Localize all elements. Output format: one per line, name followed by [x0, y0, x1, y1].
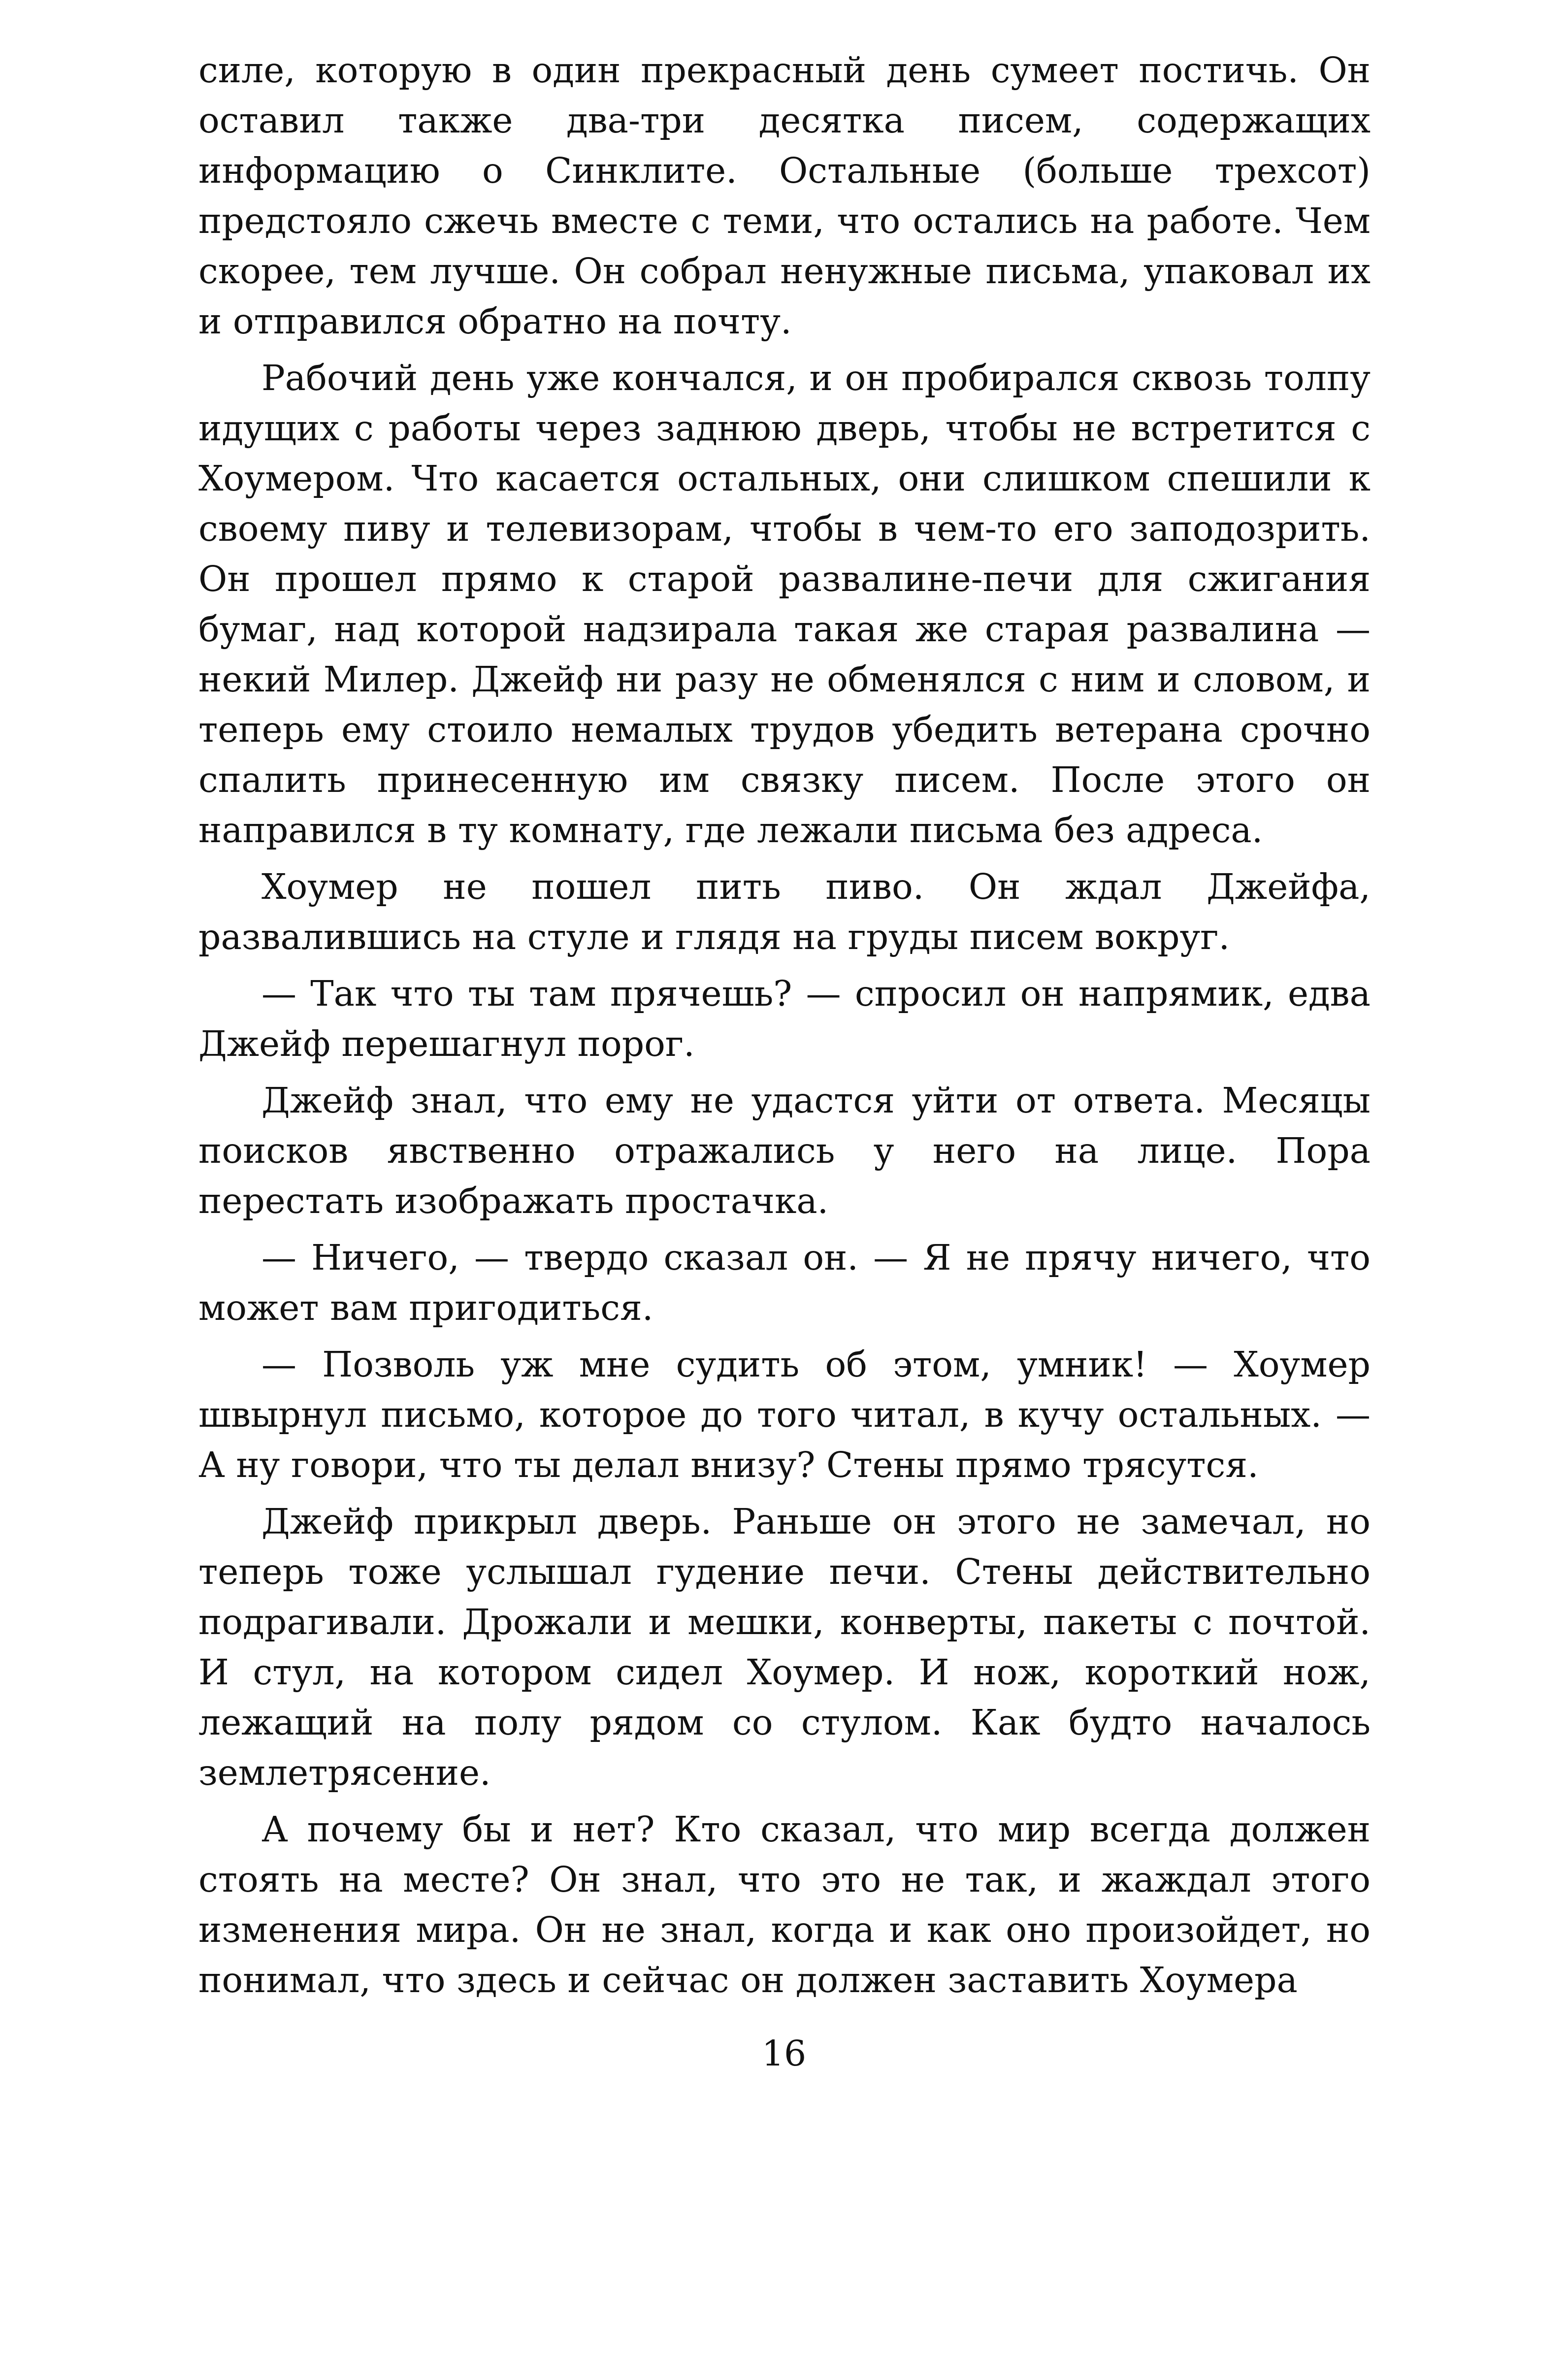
paragraph-9: А почему бы и нет? Кто сказал, что мир всегда должен стоять на месте? Он знал, что это не так, и жаждал этого изменения мира. Он не знал, когда и как оно произойдет, но понимал, что здесь и сейчас он должен заставить Хоумера: [198, 1809, 1371, 2000]
page-number: 16: [761, 2033, 807, 2074]
page-text: [198, 45, 1371, 2005]
paragraph-2: Рабочий день уже кончался, и он пробирался сквозь толпу идущих с работы через заднюю дверь, чтобы не встретится с Хоумером. Что касается остальных, они слишком спешили к своему пиву и телевизорам, чтобы в чем-то его заподозрить. Он прошел прямо к старой развалине-печи для сжигания бумаг, над которой надзирала такая же старая развалина — некий Милер. Джейф ни разу не обменялся с ним и словом, и теперь ему стоило немалых трудов убедить ветерана срочно спалить принесенную им связку писем. После этого он направился в ту комнату, где лежали письма без адреса.: [198, 358, 1371, 851]
paragraph-1: силе, которую в один прекрасный день сумеет постичь. Он оставил также два-три десятка писем, содержащих информацию о Синклите. Остальные (больше трехсот) предстояло сжечь вместе с теми, что остались на работе. Чем скорее, тем лучше. Он собрал ненужные письма, упаковал их и отправился обратно на почту.: [198, 50, 1371, 342]
paragraph-4: — Так что ты там прячешь? — спросил он напрямик, едва Джейф перешагнул порог.: [198, 973, 1371, 1064]
paragraph-8: Джейф прикрыл дверь. Раньше он этого не замечал, но теперь тоже услышал гудение печи. Стены действительно подрагивали. Дрожали и мешки, конверты, пакеты с почтой. И стул, на котором сидел Хоумер. И нож, короткий нож, лежащий на полу рядом со стулом. Как будто началось землетрясение.: [198, 1501, 1371, 1793]
paragraph-5: Джейф знал, что ему не удастся уйти от ответа. Месяцы поисков явственно отражались у него на лице. Пора перестать изображать простачка.: [198, 1080, 1371, 1221]
paragraph-7: — Позволь уж мне судить об этом, умник! — Хоумер швырнул письмо, которое до того читал, в кучу остальных. — А ну говори, что ты делал внизу? Стены прямо трясутся.: [198, 1344, 1371, 1485]
paragraph-3: Хоумер не пошел пить пиво. Он ждал Джейфа, развалившись на стуле и глядя на груды писем вокруг.: [198, 866, 1371, 957]
paragraph-6: — Ничего, — твердо сказал он. — Я не прячу ничего, что может вам пригодиться.: [198, 1237, 1371, 1328]
